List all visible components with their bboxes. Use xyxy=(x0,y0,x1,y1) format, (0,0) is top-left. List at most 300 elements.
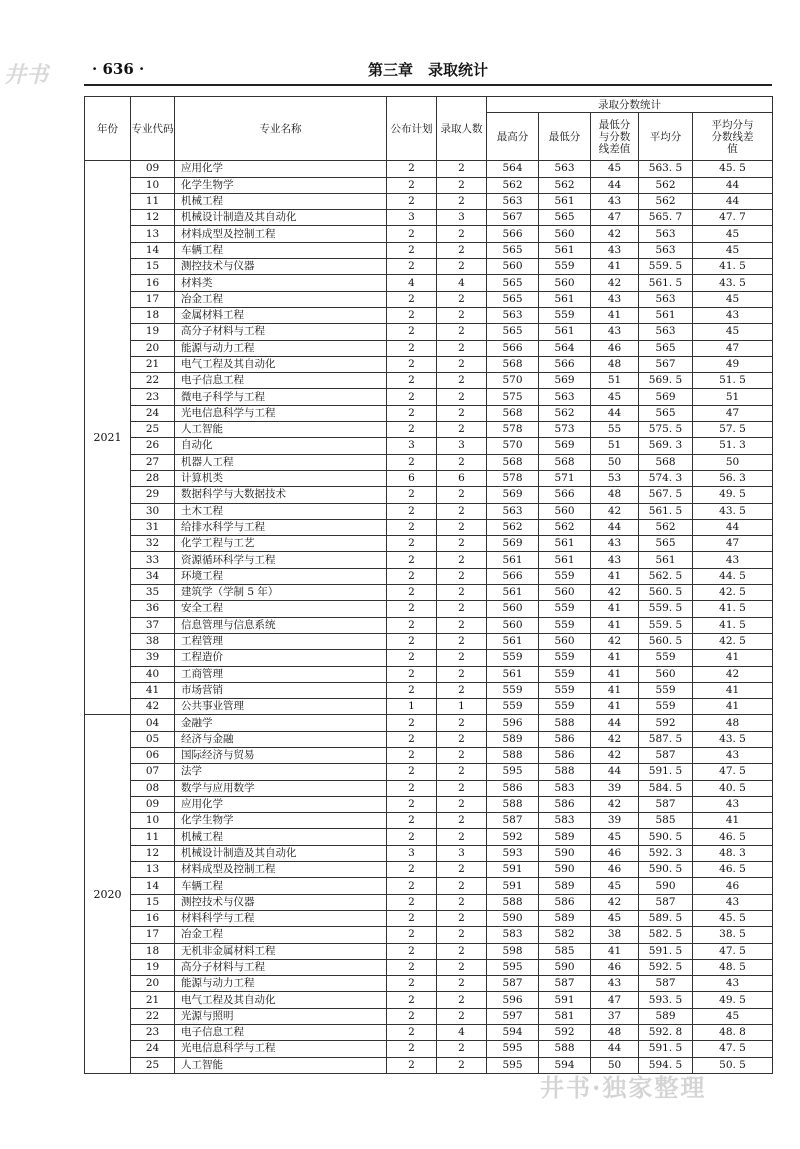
name-cell: 经济与金融 xyxy=(175,731,387,747)
min-cell: 560 xyxy=(539,503,591,519)
max-cell: 567 xyxy=(487,210,539,226)
code-cell: 26 xyxy=(131,438,175,454)
min-diff-cell: 42 xyxy=(591,796,639,812)
max-cell: 588 xyxy=(487,747,539,763)
max-cell: 561 xyxy=(487,552,539,568)
table-row xyxy=(85,242,773,258)
table-row xyxy=(85,503,773,519)
min-diff-cell: 43 xyxy=(591,193,639,209)
max-cell: 565 xyxy=(487,242,539,258)
name-cell: 数据科学与大数据技术 xyxy=(175,487,387,503)
min-diff-cell: 48 xyxy=(591,487,639,503)
max-cell: 562 xyxy=(487,519,539,535)
table-row xyxy=(85,862,773,878)
name-cell: 电子信息工程 xyxy=(175,1025,387,1041)
table-row xyxy=(85,601,773,617)
max-cell: 565 xyxy=(487,291,539,307)
name-cell: 机器人工程 xyxy=(175,454,387,470)
avg-diff-cell: 46. 5 xyxy=(693,862,773,878)
min-cell: 563 xyxy=(539,161,591,177)
avg-cell: 562 xyxy=(639,193,693,209)
name-cell: 材料成型及控制工程 xyxy=(175,226,387,242)
avg-diff-cell: 51. 3 xyxy=(693,438,773,454)
name-cell: 给排水科学与工程 xyxy=(175,519,387,535)
name-cell: 材料成型及控制工程 xyxy=(175,862,387,878)
min-diff-cell: 55 xyxy=(591,422,639,438)
table-row xyxy=(85,796,773,812)
admitted-cell: 2 xyxy=(437,177,487,193)
min-cell: 560 xyxy=(539,585,591,601)
name-cell: 光电信息科学与工程 xyxy=(175,1041,387,1057)
avg-cell: 559. 5 xyxy=(639,601,693,617)
name-cell: 国际经济与贸易 xyxy=(175,747,387,763)
avg-diff-cell: 45 xyxy=(693,324,773,340)
admitted-cell: 3 xyxy=(437,210,487,226)
name-cell: 工程管理 xyxy=(175,633,387,649)
avg-cell: 590. 5 xyxy=(639,829,693,845)
avg-diff-cell: 47. 5 xyxy=(693,764,773,780)
admitted-cell: 2 xyxy=(437,666,487,682)
table-row xyxy=(85,1008,773,1024)
avg-diff-cell: 43. 5 xyxy=(693,731,773,747)
plan-cell: 2 xyxy=(387,519,437,535)
max-cell: 563 xyxy=(487,503,539,519)
admitted-cell: 2 xyxy=(437,291,487,307)
avg-cell: 561. 5 xyxy=(639,503,693,519)
code-cell: 17 xyxy=(131,927,175,943)
code-cell: 37 xyxy=(131,617,175,633)
min-cell: 586 xyxy=(539,731,591,747)
table-row xyxy=(85,536,773,552)
page-number: · 636 · xyxy=(92,60,145,78)
name-cell: 材料类 xyxy=(175,275,387,291)
table-row xyxy=(85,1041,773,1057)
name-cell: 工程造价 xyxy=(175,650,387,666)
avg-diff-cell: 48 xyxy=(693,715,773,731)
code-cell: 38 xyxy=(131,633,175,649)
plan-cell: 2 xyxy=(387,862,437,878)
max-cell: 559 xyxy=(487,699,539,715)
name-cell: 高分子材料与工程 xyxy=(175,324,387,340)
min-cell: 564 xyxy=(539,340,591,356)
table-row xyxy=(85,454,773,470)
table-row xyxy=(85,715,773,731)
name-cell: 冶金工程 xyxy=(175,291,387,307)
min-cell: 562 xyxy=(539,405,591,421)
header-name: 专业名称 xyxy=(175,97,387,161)
min-diff-cell: 41 xyxy=(591,307,639,323)
code-cell: 09 xyxy=(131,161,175,177)
table-row xyxy=(85,161,773,177)
name-cell: 微电子科学与工程 xyxy=(175,389,387,405)
admitted-cell: 2 xyxy=(437,259,487,275)
max-cell: 591 xyxy=(487,878,539,894)
plan-cell: 2 xyxy=(387,405,437,421)
table-row xyxy=(85,422,773,438)
plan-cell: 2 xyxy=(387,910,437,926)
avg-cell: 585 xyxy=(639,813,693,829)
code-cell: 12 xyxy=(131,845,175,861)
avg-diff-cell: 47 xyxy=(693,536,773,552)
min-diff-cell: 44 xyxy=(591,764,639,780)
max-cell: 593 xyxy=(487,845,539,861)
plan-cell: 2 xyxy=(387,422,437,438)
avg-diff-cell: 42 xyxy=(693,666,773,682)
code-cell: 25 xyxy=(131,422,175,438)
plan-cell: 2 xyxy=(387,927,437,943)
avg-cell: 560 xyxy=(639,666,693,682)
table-row xyxy=(85,910,773,926)
footer-watermark: 井书·独家整理 xyxy=(540,1073,707,1102)
admitted-cell: 2 xyxy=(437,813,487,829)
admitted-cell: 2 xyxy=(437,226,487,242)
table-row xyxy=(85,992,773,1008)
admitted-cell: 2 xyxy=(437,242,487,258)
min-cell: 566 xyxy=(539,487,591,503)
max-cell: 590 xyxy=(487,910,539,926)
min-cell: 561 xyxy=(539,193,591,209)
admitted-cell: 2 xyxy=(437,829,487,845)
header-avg: 平均分 xyxy=(639,113,693,161)
avg-cell: 569 xyxy=(639,389,693,405)
name-cell: 能源与动力工程 xyxy=(175,976,387,992)
code-cell: 06 xyxy=(131,747,175,763)
min-cell: 582 xyxy=(539,927,591,943)
code-cell: 30 xyxy=(131,503,175,519)
table-row xyxy=(85,373,773,389)
admitted-cell: 2 xyxy=(437,878,487,894)
plan-cell: 2 xyxy=(387,585,437,601)
code-cell: 25 xyxy=(131,1057,175,1073)
table-row xyxy=(85,291,773,307)
min-diff-cell: 41 xyxy=(591,259,639,275)
logo-watermark: 井书 xyxy=(4,62,49,88)
code-cell: 22 xyxy=(131,373,175,389)
name-cell: 材料科学与工程 xyxy=(175,910,387,926)
table-row xyxy=(85,633,773,649)
table-row xyxy=(85,177,773,193)
name-cell: 人工智能 xyxy=(175,422,387,438)
name-cell: 机械工程 xyxy=(175,829,387,845)
code-cell: 27 xyxy=(131,454,175,470)
avg-diff-cell: 43 xyxy=(693,796,773,812)
min-diff-cell: 41 xyxy=(591,650,639,666)
avg-diff-cell: 49 xyxy=(693,356,773,372)
admitted-cell: 2 xyxy=(437,340,487,356)
code-cell: 21 xyxy=(131,992,175,1008)
admitted-cell: 2 xyxy=(437,373,487,389)
min-diff-cell: 41 xyxy=(591,568,639,584)
admitted-cell: 2 xyxy=(437,405,487,421)
code-cell: 14 xyxy=(131,242,175,258)
name-cell: 化学工程与工艺 xyxy=(175,536,387,552)
avg-cell: 559. 5 xyxy=(639,617,693,633)
table-row xyxy=(85,568,773,584)
min-diff-cell: 50 xyxy=(591,1057,639,1073)
avg-diff-cell: 45 xyxy=(693,291,773,307)
table-row xyxy=(85,699,773,715)
plan-cell: 2 xyxy=(387,307,437,323)
max-cell: 597 xyxy=(487,1008,539,1024)
avg-diff-cell: 51. 5 xyxy=(693,373,773,389)
min-diff-cell: 46 xyxy=(591,862,639,878)
code-cell: 24 xyxy=(131,405,175,421)
plan-cell: 2 xyxy=(387,715,437,731)
admitted-cell: 2 xyxy=(437,943,487,959)
max-cell: 591 xyxy=(487,862,539,878)
avg-cell: 587. 5 xyxy=(639,731,693,747)
max-cell: 587 xyxy=(487,976,539,992)
avg-cell: 590 xyxy=(639,878,693,894)
min-diff-cell: 45 xyxy=(591,829,639,845)
admission-score-table xyxy=(84,96,773,1074)
avg-cell: 592. 5 xyxy=(639,959,693,975)
admitted-cell: 2 xyxy=(437,959,487,975)
admitted-cell: 2 xyxy=(437,992,487,1008)
min-cell: 583 xyxy=(539,780,591,796)
min-diff-cell: 46 xyxy=(591,340,639,356)
code-cell: 20 xyxy=(131,976,175,992)
min-cell: 568 xyxy=(539,454,591,470)
max-cell: 596 xyxy=(487,715,539,731)
max-cell: 569 xyxy=(487,536,539,552)
table-row xyxy=(85,617,773,633)
code-cell: 15 xyxy=(131,259,175,275)
code-cell: 33 xyxy=(131,552,175,568)
code-cell: 32 xyxy=(131,536,175,552)
min-diff-cell: 42 xyxy=(591,226,639,242)
header-score-stats: 录取分数统计 xyxy=(487,97,773,113)
max-cell: 561 xyxy=(487,633,539,649)
avg-cell: 565 xyxy=(639,536,693,552)
min-diff-cell: 43 xyxy=(591,536,639,552)
plan-cell: 2 xyxy=(387,666,437,682)
name-cell: 工商管理 xyxy=(175,666,387,682)
name-cell: 能源与动力工程 xyxy=(175,340,387,356)
admitted-cell: 2 xyxy=(437,976,487,992)
avg-cell: 592. 8 xyxy=(639,1025,693,1041)
admitted-cell: 2 xyxy=(437,193,487,209)
max-cell: 568 xyxy=(487,405,539,421)
max-cell: 586 xyxy=(487,780,539,796)
admitted-cell: 2 xyxy=(437,682,487,698)
min-diff-cell: 51 xyxy=(591,438,639,454)
avg-cell: 560. 5 xyxy=(639,585,693,601)
min-cell: 586 xyxy=(539,747,591,763)
avg-cell: 587 xyxy=(639,894,693,910)
min-diff-cell: 41 xyxy=(591,699,639,715)
avg-cell: 560. 5 xyxy=(639,633,693,649)
avg-diff-cell: 56. 3 xyxy=(693,470,773,486)
avg-diff-cell: 50 xyxy=(693,454,773,470)
table-row xyxy=(85,682,773,698)
name-cell: 建筑学（学制 5 年） xyxy=(175,585,387,601)
code-cell: 39 xyxy=(131,650,175,666)
min-cell: 559 xyxy=(539,650,591,666)
min-diff-cell: 46 xyxy=(591,845,639,861)
name-cell: 应用化学 xyxy=(175,796,387,812)
min-diff-cell: 38 xyxy=(591,927,639,943)
avg-diff-cell: 45 xyxy=(693,1008,773,1024)
min-cell: 561 xyxy=(539,291,591,307)
avg-diff-cell: 48. 5 xyxy=(693,959,773,975)
admitted-cell: 2 xyxy=(437,324,487,340)
max-cell: 568 xyxy=(487,454,539,470)
plan-cell: 1 xyxy=(387,699,437,715)
name-cell: 电气工程及其自动化 xyxy=(175,356,387,372)
avg-cell: 561 xyxy=(639,552,693,568)
max-cell: 570 xyxy=(487,438,539,454)
header-avg-diff: 平均分与分数线差值 xyxy=(693,113,773,161)
table-row xyxy=(85,193,773,209)
code-cell: 31 xyxy=(131,519,175,535)
name-cell: 数学与应用数学 xyxy=(175,780,387,796)
avg-diff-cell: 44 xyxy=(693,519,773,535)
table-row xyxy=(85,519,773,535)
plan-cell: 2 xyxy=(387,650,437,666)
plan-cell: 2 xyxy=(387,454,437,470)
name-cell: 信息管理与信息系统 xyxy=(175,617,387,633)
max-cell: 596 xyxy=(487,992,539,1008)
admitted-cell: 2 xyxy=(437,780,487,796)
table-row xyxy=(85,487,773,503)
min-cell: 581 xyxy=(539,1008,591,1024)
max-cell: 560 xyxy=(487,259,539,275)
plan-cell: 2 xyxy=(387,356,437,372)
min-diff-cell: 50 xyxy=(591,454,639,470)
code-cell: 14 xyxy=(131,878,175,894)
code-cell: 16 xyxy=(131,275,175,291)
name-cell: 车辆工程 xyxy=(175,878,387,894)
avg-diff-cell: 45. 5 xyxy=(693,910,773,926)
admitted-cell: 2 xyxy=(437,536,487,552)
plan-cell: 2 xyxy=(387,259,437,275)
admitted-cell: 2 xyxy=(437,422,487,438)
plan-cell: 2 xyxy=(387,503,437,519)
max-cell: 568 xyxy=(487,356,539,372)
page-header xyxy=(84,56,772,86)
header-max: 最高分 xyxy=(487,113,539,161)
name-cell: 环境工程 xyxy=(175,568,387,584)
min-cell: 589 xyxy=(539,910,591,926)
admitted-cell: 6 xyxy=(437,470,487,486)
max-cell: 565 xyxy=(487,275,539,291)
plan-cell: 2 xyxy=(387,324,437,340)
plan-cell: 2 xyxy=(387,682,437,698)
code-cell: 42 xyxy=(131,699,175,715)
plan-cell: 2 xyxy=(387,617,437,633)
min-cell: 559 xyxy=(539,568,591,584)
plan-cell: 2 xyxy=(387,552,437,568)
table-row xyxy=(85,210,773,226)
min-diff-cell: 45 xyxy=(591,878,639,894)
min-diff-cell: 39 xyxy=(591,780,639,796)
max-cell: 561 xyxy=(487,666,539,682)
table-row xyxy=(85,259,773,275)
avg-diff-cell: 51 xyxy=(693,389,773,405)
avg-cell: 592 xyxy=(639,715,693,731)
min-cell: 588 xyxy=(539,715,591,731)
max-cell: 583 xyxy=(487,927,539,943)
min-cell: 586 xyxy=(539,894,591,910)
plan-cell: 2 xyxy=(387,1025,437,1041)
max-cell: 588 xyxy=(487,894,539,910)
avg-cell: 559 xyxy=(639,699,693,715)
table-row xyxy=(85,650,773,666)
plan-cell: 2 xyxy=(387,1008,437,1024)
avg-diff-cell: 47 xyxy=(693,340,773,356)
avg-cell: 561 xyxy=(639,307,693,323)
avg-diff-cell: 41. 5 xyxy=(693,259,773,275)
admitted-cell: 2 xyxy=(437,1041,487,1057)
avg-cell: 563 xyxy=(639,242,693,258)
name-cell: 无机非金属材料工程 xyxy=(175,943,387,959)
min-diff-cell: 44 xyxy=(591,177,639,193)
min-diff-cell: 44 xyxy=(591,1041,639,1057)
table-row xyxy=(85,959,773,975)
avg-diff-cell: 50. 5 xyxy=(693,1057,773,1073)
min-cell: 587 xyxy=(539,976,591,992)
min-diff-cell: 46 xyxy=(591,959,639,975)
avg-diff-cell: 43. 5 xyxy=(693,503,773,519)
plan-cell: 4 xyxy=(387,275,437,291)
avg-cell: 591. 5 xyxy=(639,1041,693,1057)
plan-cell: 2 xyxy=(387,340,437,356)
plan-cell: 2 xyxy=(387,894,437,910)
min-cell: 589 xyxy=(539,829,591,845)
max-cell: 560 xyxy=(487,617,539,633)
name-cell: 车辆工程 xyxy=(175,242,387,258)
avg-cell: 593. 5 xyxy=(639,992,693,1008)
code-cell: 29 xyxy=(131,487,175,503)
avg-cell: 565 xyxy=(639,405,693,421)
code-cell: 11 xyxy=(131,193,175,209)
code-cell: 22 xyxy=(131,1008,175,1024)
admitted-cell: 2 xyxy=(437,307,487,323)
avg-diff-cell: 44 xyxy=(693,193,773,209)
code-cell: 23 xyxy=(131,389,175,405)
min-cell: 566 xyxy=(539,356,591,372)
max-cell: 560 xyxy=(487,601,539,617)
avg-diff-cell: 43. 5 xyxy=(693,275,773,291)
max-cell: 595 xyxy=(487,959,539,975)
plan-cell: 2 xyxy=(387,878,437,894)
max-cell: 598 xyxy=(487,943,539,959)
code-cell: 17 xyxy=(131,291,175,307)
table-row xyxy=(85,1025,773,1041)
max-cell: 562 xyxy=(487,177,539,193)
name-cell: 测控技术与仪器 xyxy=(175,894,387,910)
min-cell: 583 xyxy=(539,813,591,829)
min-diff-cell: 43 xyxy=(591,291,639,307)
table-row xyxy=(85,585,773,601)
avg-diff-cell: 44. 5 xyxy=(693,568,773,584)
avg-cell: 591. 5 xyxy=(639,943,693,959)
table-row xyxy=(85,438,773,454)
admitted-cell: 2 xyxy=(437,715,487,731)
min-cell: 569 xyxy=(539,438,591,454)
avg-diff-cell: 45 xyxy=(693,242,773,258)
admitted-cell: 2 xyxy=(437,1008,487,1024)
min-diff-cell: 43 xyxy=(591,552,639,568)
admitted-cell: 2 xyxy=(437,568,487,584)
table-row xyxy=(85,389,773,405)
min-cell: 592 xyxy=(539,1025,591,1041)
name-cell: 光电信息科学与工程 xyxy=(175,405,387,421)
avg-cell: 567 xyxy=(639,356,693,372)
code-cell: 07 xyxy=(131,764,175,780)
name-cell: 机械设计制造及其自动化 xyxy=(175,845,387,861)
